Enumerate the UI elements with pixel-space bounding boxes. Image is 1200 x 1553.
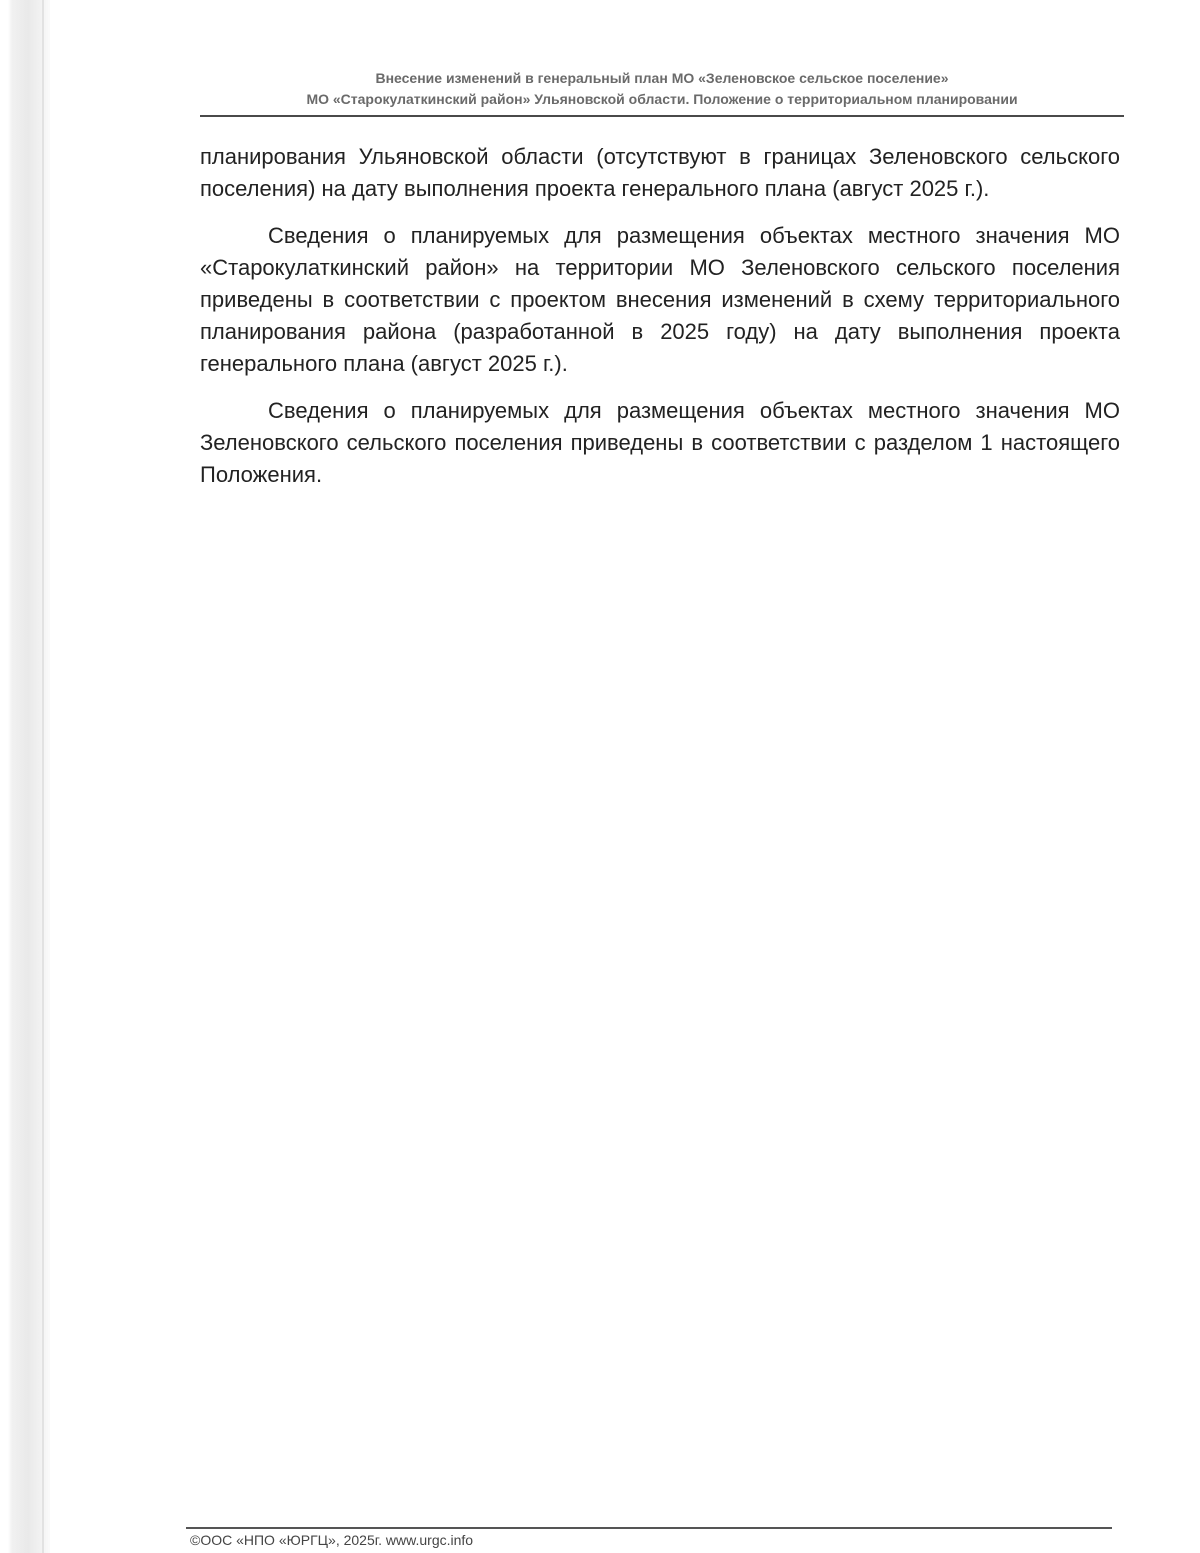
paragraph-settlement-objects: Сведения о планируемых для размещения объектах местного значения МО Зеленовского сельского поселения приведены в соответствии с разделом 1 настоящего Положения. (200, 398, 1120, 487)
scan-edge-line (42, 0, 44, 1553)
page-footer: ©ООС «НПО «ЮРГЦ», 2025г. www.urgc.info (190, 1532, 474, 1548)
page-header (200, 68, 1124, 110)
header-divider (200, 115, 1124, 117)
header-title-line-2: МО «Старокулаткинский район» Ульяновской области. Положение о территориальном планировании (306, 91, 1018, 107)
paragraph-district-objects: Сведения о планируемых для размещения объектах местного значения МО «Старокулаткинский район» на территории МО Зеленовского сельского поселения приведены в соответствии с проектом внесения изменений в схему территориального планирования района (разработанной в 2025 году) на дату выполнения проекта генерального плана (август 2025 г.). (200, 223, 1120, 376)
header-title-line-1: Внесение изменений в генеральный план МО «Зеленовское сельское поселение» (375, 70, 949, 86)
paragraph-continuation: планирования Ульяновской области (отсутствуют в границах Зеленовского сельского поселения) на дату выполнения проекта генерального плана (август 2025 г.). (200, 144, 1120, 201)
document-body (200, 141, 1120, 506)
footer-divider (186, 1527, 1112, 1529)
